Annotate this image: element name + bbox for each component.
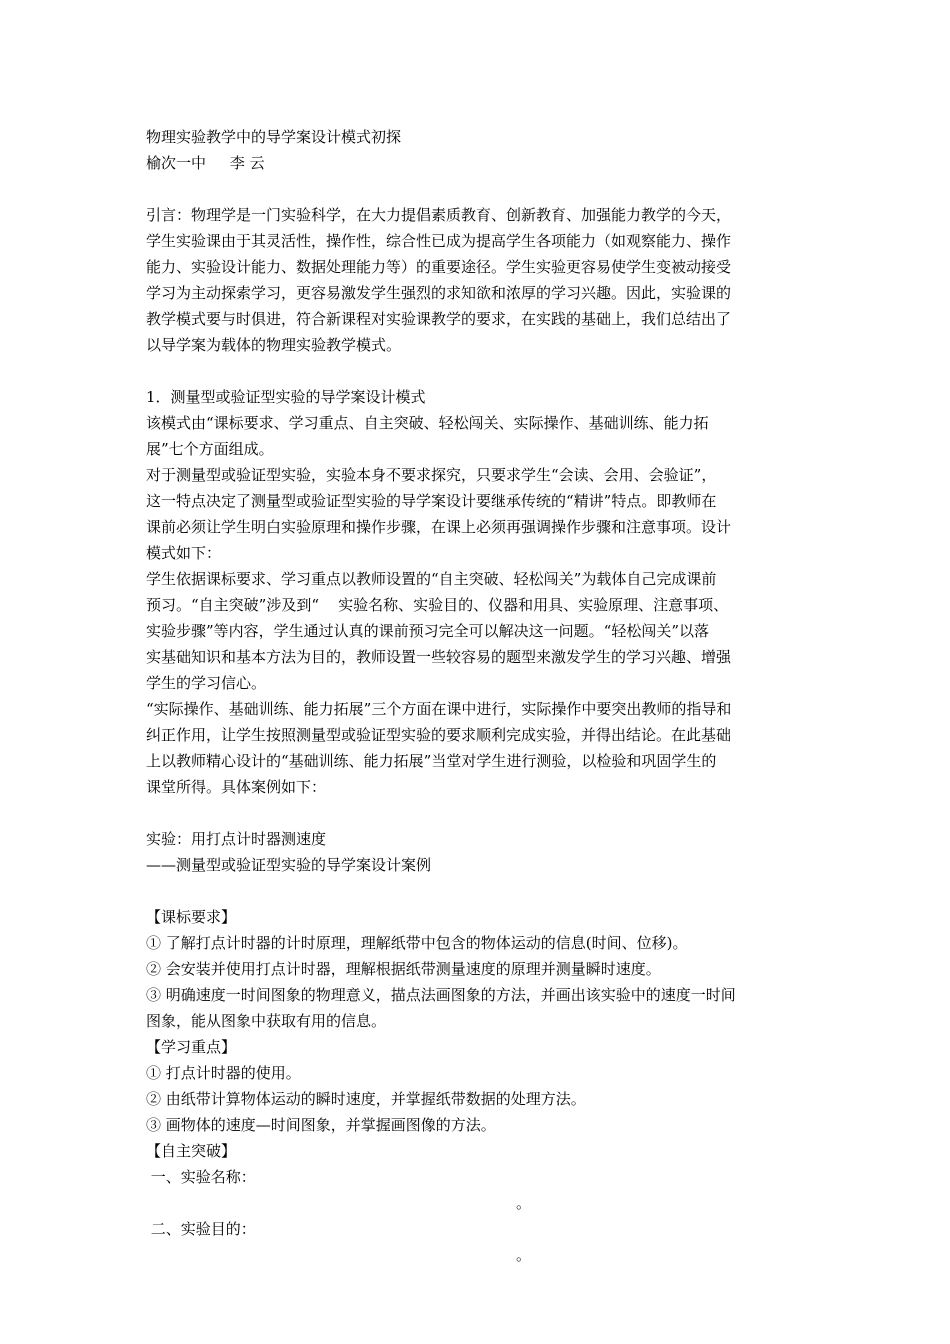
breakthrough-item-name: 一、实验名称： xyxy=(146,1168,256,1186)
section-line: 上以教师精心设计的“基础训练、能力拓展”当堂对学生进行测验，以检验和巩固学生的 xyxy=(146,752,717,770)
document-title: 物理实验教学中的导学案设计模式初探 xyxy=(146,128,402,146)
spacer xyxy=(146,878,816,904)
requirements-heading: 【课标要求】 xyxy=(146,908,237,926)
document-page xyxy=(146,124,816,1268)
intro-line: 教学模式要与时俱进，符合新课程对实验课教学的要求，在实践的基础上，我们总结出了 xyxy=(146,310,732,328)
experiment-subtitle: ——测量型或验证型实验的导学案设计案例 xyxy=(146,856,432,874)
intro-line: 能力、实验设计能力、数据处理能力等）的重要途径。学生实验更容易使学生变被动接受 xyxy=(146,258,732,276)
section-line: “实际操作、基础训练、能力拓展”三个方面在课中进行，实际操作中要突出教师的指导和 xyxy=(146,700,732,718)
experiment-title: 实验：用打点计时器测速度 xyxy=(146,830,327,848)
intro-line: 以导学案为载体的物理实验教学模式。 xyxy=(146,336,402,354)
section-line: 这一特点决定了测量型或验证型实验的导学案设计要继承传统的“精讲”特点。即教师在 xyxy=(146,492,717,510)
focus-section xyxy=(146,1034,816,1138)
section-line: 对于测量型或验证型实验，实验本身不要求探究，只要求学生“会读、会用、会验证”， xyxy=(146,466,717,484)
requirements-section xyxy=(146,904,816,1034)
section-line: 学生的学习信心。 xyxy=(146,674,267,692)
section-line: 实验步骤”等内容，学生通过认真的课前预习完全可以解决这一问题。“轻松闯关”以落 xyxy=(146,622,710,640)
fill-blank-end: 。 xyxy=(516,1194,532,1212)
breakthrough-section xyxy=(146,1138,816,1268)
intro-line: 引言：物理学是一门实验科学，在大力提倡素质教育、创新教育、加强能力教学的今天， xyxy=(146,206,732,224)
requirement-item: ① 了解打点计时器的计时原理，理解纸带中包含的物体运动的信息(时间、位移)。 xyxy=(146,934,688,952)
fill-blank-end: 。 xyxy=(516,1246,532,1264)
section-line: 该模式由“课标要求、学习重点、自主突破、轻松闯关、实际操作、基础训练、能力拓 xyxy=(146,414,709,432)
focus-heading: 【学习重点】 xyxy=(146,1038,237,1056)
focus-item: ③ 画物体的速度—时间图象，并掌握画图像的方法。 xyxy=(146,1116,496,1134)
spacer xyxy=(146,176,816,202)
section-line: 展”七个方面组成。 xyxy=(146,440,274,458)
focus-item: ② 由纸带计算物体运动的瞬时速度，并掌握纸带数据的处理方法。 xyxy=(146,1090,586,1108)
section-line: 学生依据课标要求、学习重点以教师设置的“自主突破、轻松闯关”为载体自己完成课前 xyxy=(146,570,717,588)
section-heading: 1．测量型或验证型实验的导学案设计模式 xyxy=(146,388,426,406)
breakthrough-heading: 【自主突破】 xyxy=(146,1142,237,1160)
spacer xyxy=(146,358,816,384)
section-line: 模式如下： xyxy=(146,544,222,562)
requirement-item: ③ 明确速度一时间图象的物理意义，描点法画图象的方法，并画出该实验中的速度一时间 xyxy=(146,986,736,1004)
section-line: 课堂所得。具体案例如下： xyxy=(146,778,327,796)
intro-line: 学习为主动探索学习，更容易激发学生强烈的求知欲和浓厚的学习兴趣。因此，实验课的 xyxy=(146,284,732,302)
section-line: 预习。“自主突破”涉及到“ 实验名称、实验目的、仪器和用具、实验原理、注意事项、 xyxy=(146,596,729,614)
requirement-item: ② 会安装并使用打点计时器，理解根据纸带测量速度的原理并测量瞬时速度。 xyxy=(146,960,661,978)
focus-item: ① 打点计时器的使用。 xyxy=(146,1064,301,1082)
author-line: 榆次一中 李 云 xyxy=(146,154,265,172)
section-1 xyxy=(146,384,816,800)
spacer xyxy=(146,800,816,826)
section-line: 实基础知识和基本方法为目的，教师设置一些较容易的题型来激发学生的学习兴趣、增强 xyxy=(146,648,732,666)
breakthrough-item-purpose: 二、实验目的： xyxy=(146,1220,256,1238)
section-line: 纠正作用，让学生按照测量型或验证型实验的要求顺利完成实验，并得出结论。在此基础 xyxy=(146,726,732,744)
requirement-item: 图象，能从图象中获取有用的信息。 xyxy=(146,1012,387,1030)
intro-paragraph xyxy=(146,202,816,358)
intro-line: 学生实验课由于其灵活性，操作性，综合性已成为提高学生各项能力（如观察能力、操作 xyxy=(146,232,732,250)
section-line: 课前必须让学生明白实验原理和操作步骤，在课上必须再强调操作步骤和注意事项。设计 xyxy=(146,518,732,536)
